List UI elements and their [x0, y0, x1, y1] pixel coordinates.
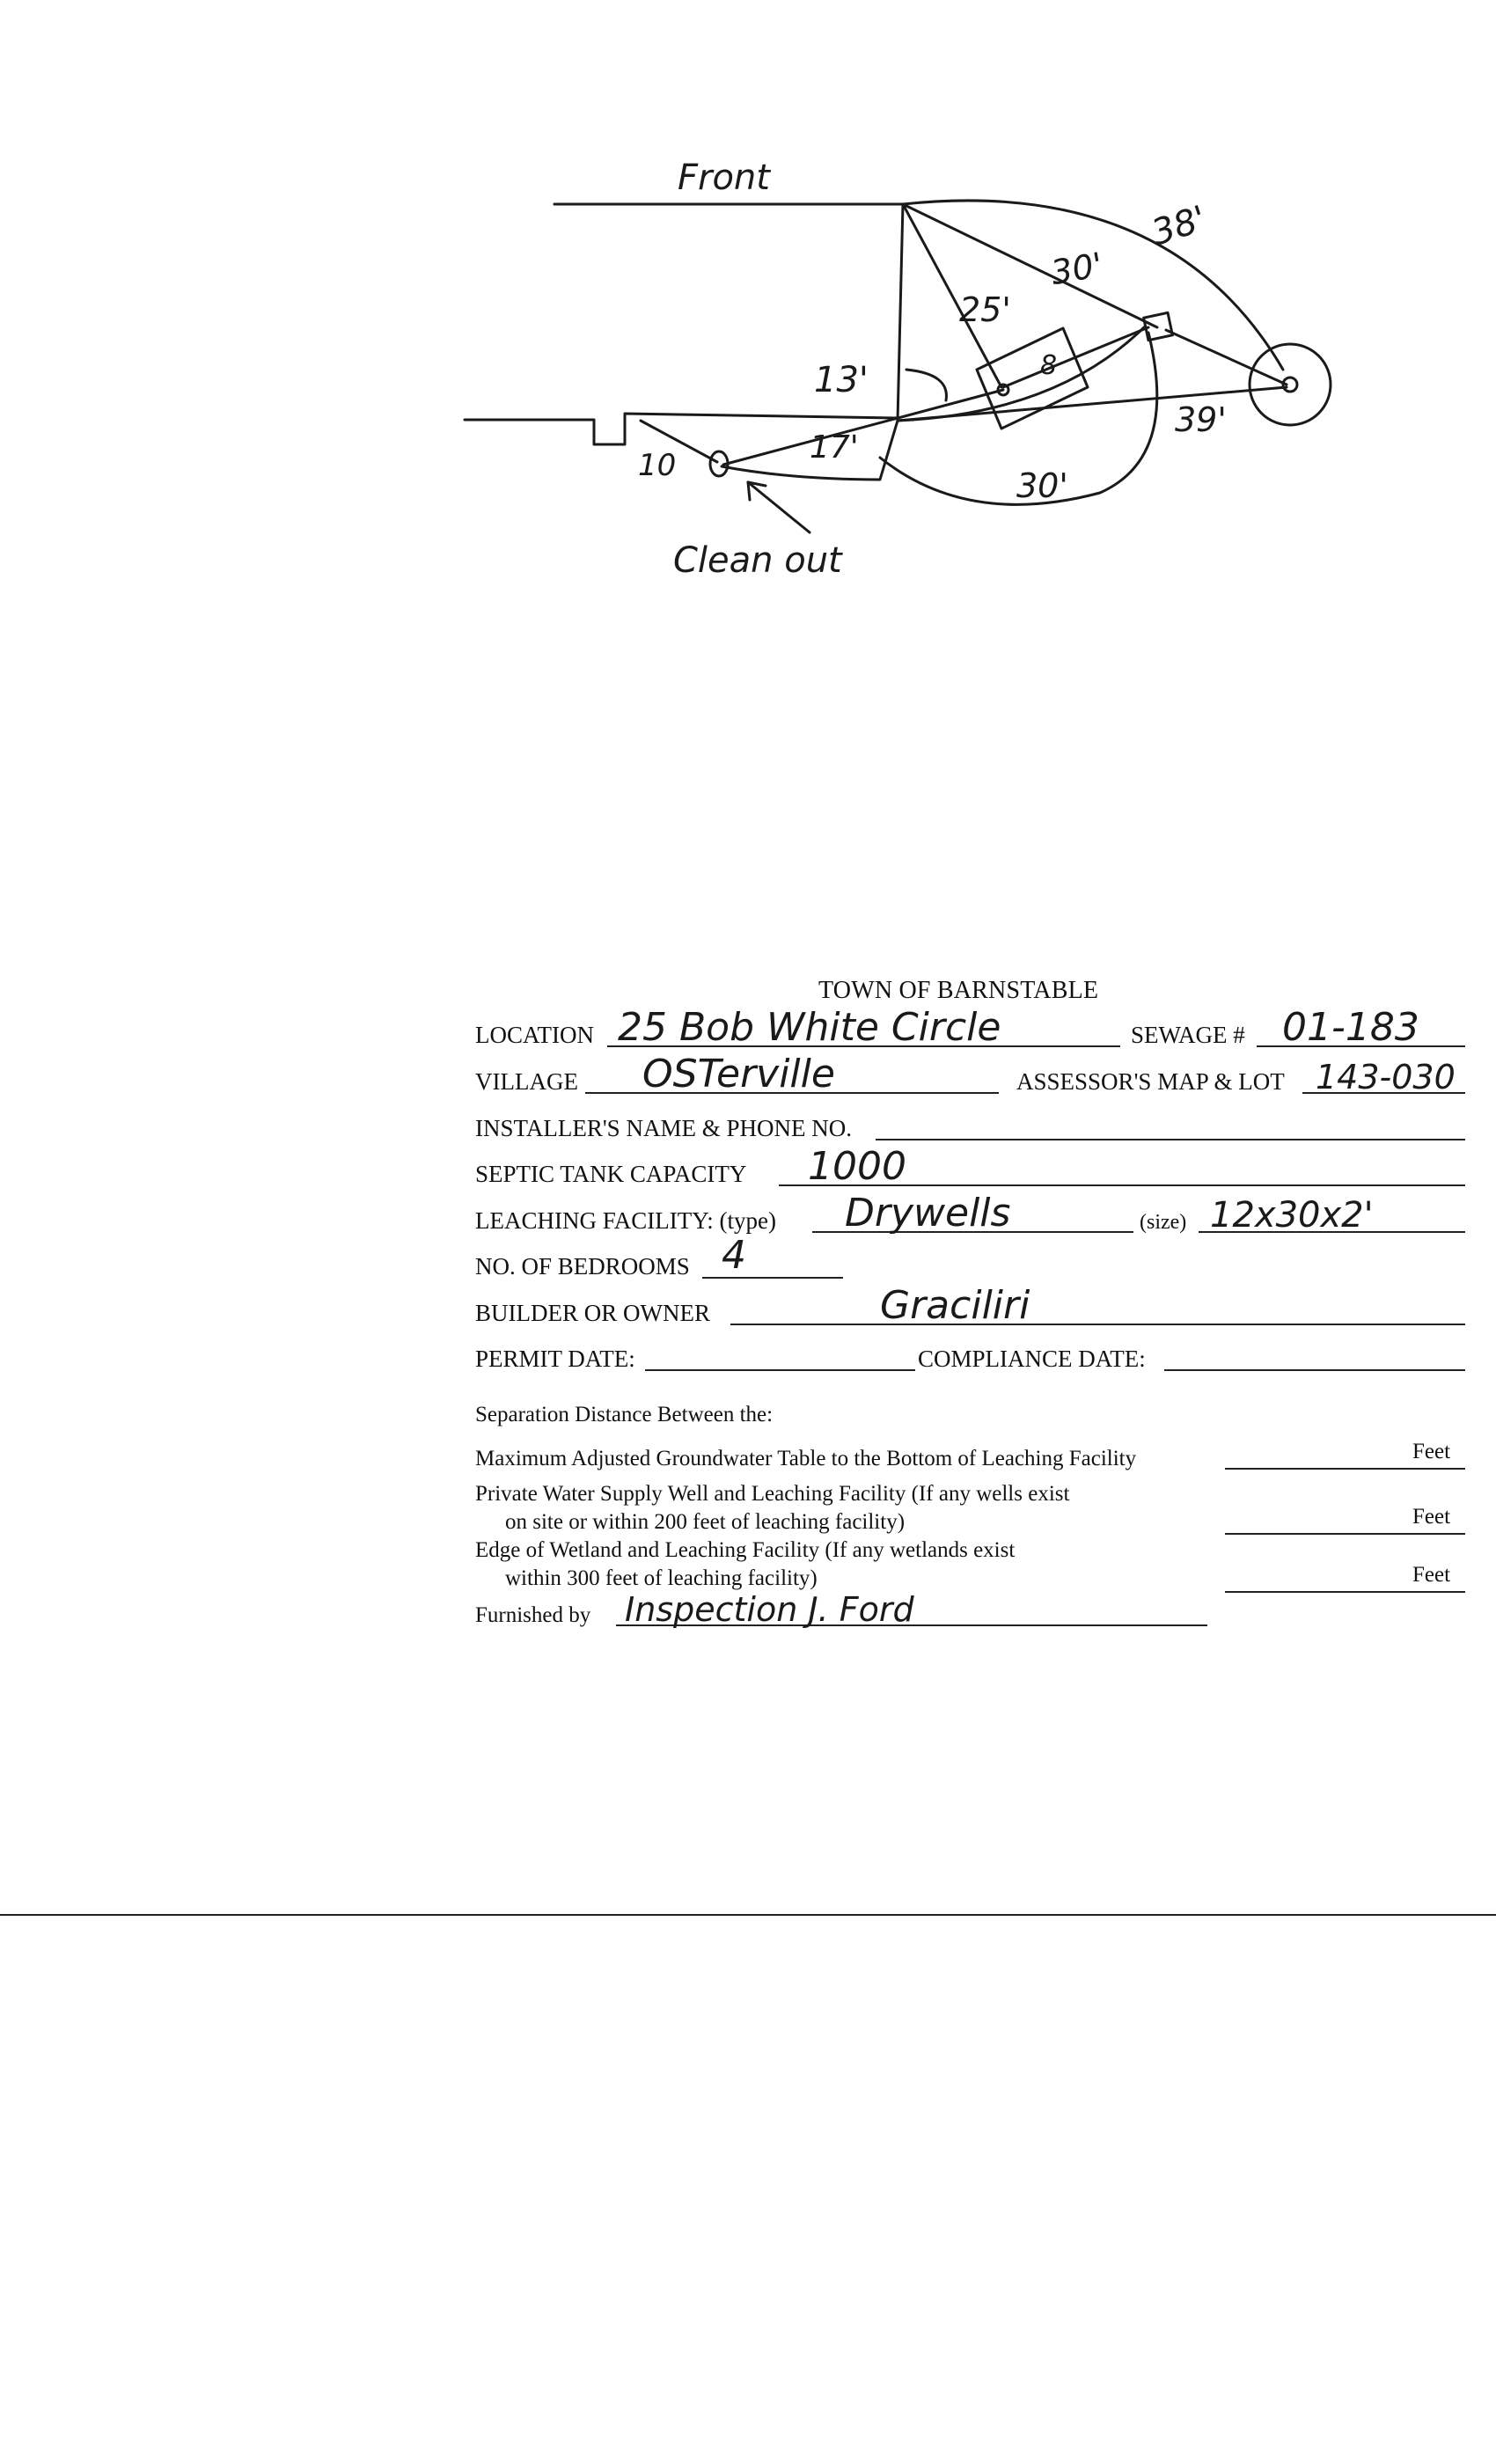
location-label: LOCATION	[475, 1022, 594, 1048]
assessor-label: ASSESSOR'S MAP & LOT	[1016, 1068, 1285, 1095]
feet-1: Feet	[1412, 1440, 1451, 1463]
label-13: 13'	[814, 360, 869, 400]
sewage-label: SEWAGE #	[1131, 1022, 1245, 1048]
row-village	[475, 1052, 1465, 1099]
sewage-value: 01-183	[1282, 1005, 1419, 1050]
feet-3: Feet	[1412, 1563, 1451, 1587]
arc-13	[906, 370, 946, 400]
vertical-line	[898, 204, 903, 421]
label-30-top: 30'	[1047, 245, 1106, 293]
bedrooms-value: 4	[722, 1233, 746, 1278]
builder-label: BUILDER OR OWNER	[475, 1300, 710, 1326]
permit-label: PERMIT DATE:	[475, 1346, 635, 1372]
site-sketch	[0, 0, 1496, 880]
separation-heading: Separation Distance Between the:	[475, 1403, 774, 1426]
line-17	[723, 390, 1003, 465]
label-tank: 8	[1040, 350, 1058, 381]
compliance-label: COMPLIANCE DATE:	[918, 1346, 1146, 1372]
form-title: TOWN OF BARNSTABLE	[818, 977, 1099, 1004]
box-to-leach	[1166, 330, 1287, 385]
label-front: Front	[678, 158, 770, 198]
feet-2: Feet	[1412, 1505, 1451, 1529]
row-installer	[475, 1107, 1465, 1146]
label-25: 25'	[959, 290, 1011, 329]
label-30-bottom: 30'	[1016, 466, 1068, 505]
village-value: OSTerville	[642, 1052, 835, 1096]
leaching-type-value: Drywells	[845, 1191, 1011, 1236]
septic-label: SEPTIC TANK CAPACITY	[475, 1161, 747, 1187]
location-value: 25 Bob White Circle	[618, 1005, 1001, 1050]
builder-value: Graciliri	[880, 1283, 1030, 1328]
label-clean-out: Clean out	[673, 540, 842, 581]
septic-value: 1000	[808, 1144, 906, 1189]
arc-25	[898, 327, 1144, 421]
row-septic	[475, 1144, 1465, 1192]
leaching-pit	[1250, 344, 1331, 425]
label-17: 17'	[810, 429, 859, 466]
row-builder	[475, 1283, 1465, 1331]
size-label: (size)	[1140, 1211, 1187, 1234]
line-39	[898, 387, 1287, 421]
furnished-label: Furnished by	[475, 1603, 591, 1627]
separation-well-line2: on site or within 200 feet of leaching facility)	[505, 1510, 906, 1534]
bedrooms-label: NO. OF BEDROOMS	[475, 1253, 690, 1280]
installer-label: INSTALLER'S NAME & PHONE NO.	[475, 1115, 852, 1141]
separation-well-line1: Private Water Supply Well and Leaching Facility (If any wells exist	[475, 1482, 1070, 1506]
line-to-box	[903, 204, 1157, 327]
row-bedrooms	[475, 1233, 1465, 1284]
label-10: 10	[638, 448, 677, 483]
village-label: VILLAGE	[475, 1068, 578, 1095]
size-value: 12x30x2'	[1210, 1195, 1374, 1236]
label-39: 39'	[1175, 400, 1227, 439]
separation-wetland-line2: within 300 feet of leaching facility)	[505, 1566, 818, 1590]
label-38: 38'	[1147, 198, 1212, 254]
row-dates	[475, 1338, 1465, 1376]
separation-groundwater: Maximum Adjusted Groundwater Table to the Bottom of Leaching Facility	[475, 1447, 1137, 1470]
arrow-clean-out	[748, 482, 810, 532]
page-bottom-rule	[0, 1914, 1496, 1916]
row-location	[475, 1005, 1465, 1052]
assessor-value: 143-030	[1316, 1058, 1456, 1096]
row-furnished	[475, 1590, 1465, 1632]
furnished-value: Inspection J. Ford	[625, 1590, 914, 1629]
row-leaching	[475, 1191, 1465, 1238]
leaching-label: LEACHING FACILITY: (type)	[475, 1207, 776, 1234]
separation-wetland-line1: Edge of Wetland and Leaching Facility (If any wetlands exist	[475, 1538, 1016, 1562]
